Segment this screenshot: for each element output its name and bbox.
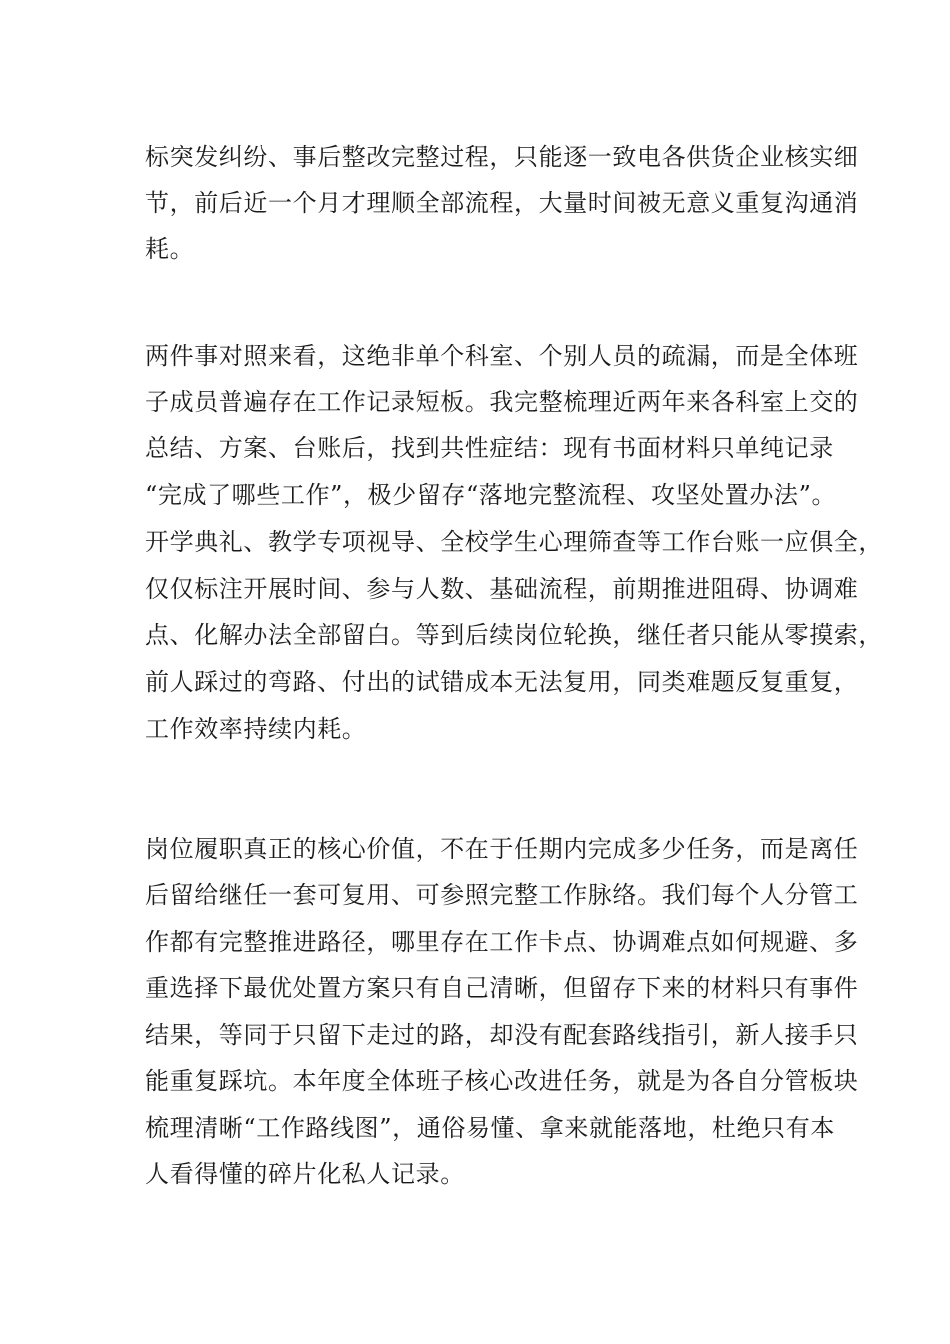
paragraph-3-line-1: 岗位履职真正的核心价值，不在于任期内完成多少任务，而是离任	[145, 835, 859, 863]
paragraph-3-line-6: 能重复踩坑。本年度全体班子核心改进任务，就是为各自分管板块	[145, 1067, 859, 1095]
paragraph-2-line-8: 前人踩过的弯路、付出的试错成本无法复用，同类难题反复重复，	[145, 668, 859, 696]
paragraph-2-line-3: 总结、方案、台账后，找到共性症结：现有书面材料只单纯记录	[145, 434, 834, 462]
paragraph-3-line-4: 重选择下最优处置方案只有自己清晰，但留存下来的材料只有事件	[145, 974, 859, 1002]
paragraph-2-line-1: 两件事对照来看，这绝非单个科室、个别人员的疏漏，而是全体班	[145, 342, 859, 370]
paragraph-1-line-2: 节，前后近一个月才理顺全部流程，大量时间被无意义重复沟通消	[145, 189, 859, 217]
paragraph-2-line-2: 子成员普遍存在工作记录短板。我完整梳理近两年来各科室上交的	[145, 388, 859, 416]
paragraph-2-line-9: 工作效率持续内耗。	[145, 715, 367, 743]
paragraph-2-line-7: 点、化解办法全部留白。等到后续岗位轮换，继任者只能从零摸索，	[145, 621, 883, 649]
paragraph-3-line-8: 人看得懂的碎片化私人记录。	[145, 1160, 465, 1188]
paragraph-2-line-5: 开学典礼、教学专项视导、全校学生心理筛查等工作台账一应俱全，	[145, 528, 883, 556]
paragraph-1-line-1: 标突发纠纷、事后整改完整过程，只能逐一致电各供货企业核实细	[145, 143, 859, 171]
paragraph-2-line-4: “完成了哪些工作”，极少留存“落地完整流程、攻坚处置办法”。	[145, 481, 837, 509]
paragraph-3-line-2: 后留给继任一套可复用、可参照完整工作脉络。我们每个人分管工	[145, 881, 859, 909]
paragraph-2-line-6: 仅仅标注开展时间、参与人数、基础流程，前期推进阻碍、协调难	[145, 575, 859, 603]
paragraph-3-line-3: 作都有完整推进路径，哪里存在工作卡点、协调难点如何规避、多	[145, 928, 859, 956]
paragraph-3-line-5: 结果，等同于只留下走过的路，却没有配套路线指引，新人接手只	[145, 1021, 859, 1049]
paragraph-1-line-3: 耗。	[145, 235, 195, 263]
paragraph-3-line-7: 梳理清晰“工作路线图”，通俗易懂、拿来就能落地，杜绝只有本	[145, 1114, 835, 1142]
